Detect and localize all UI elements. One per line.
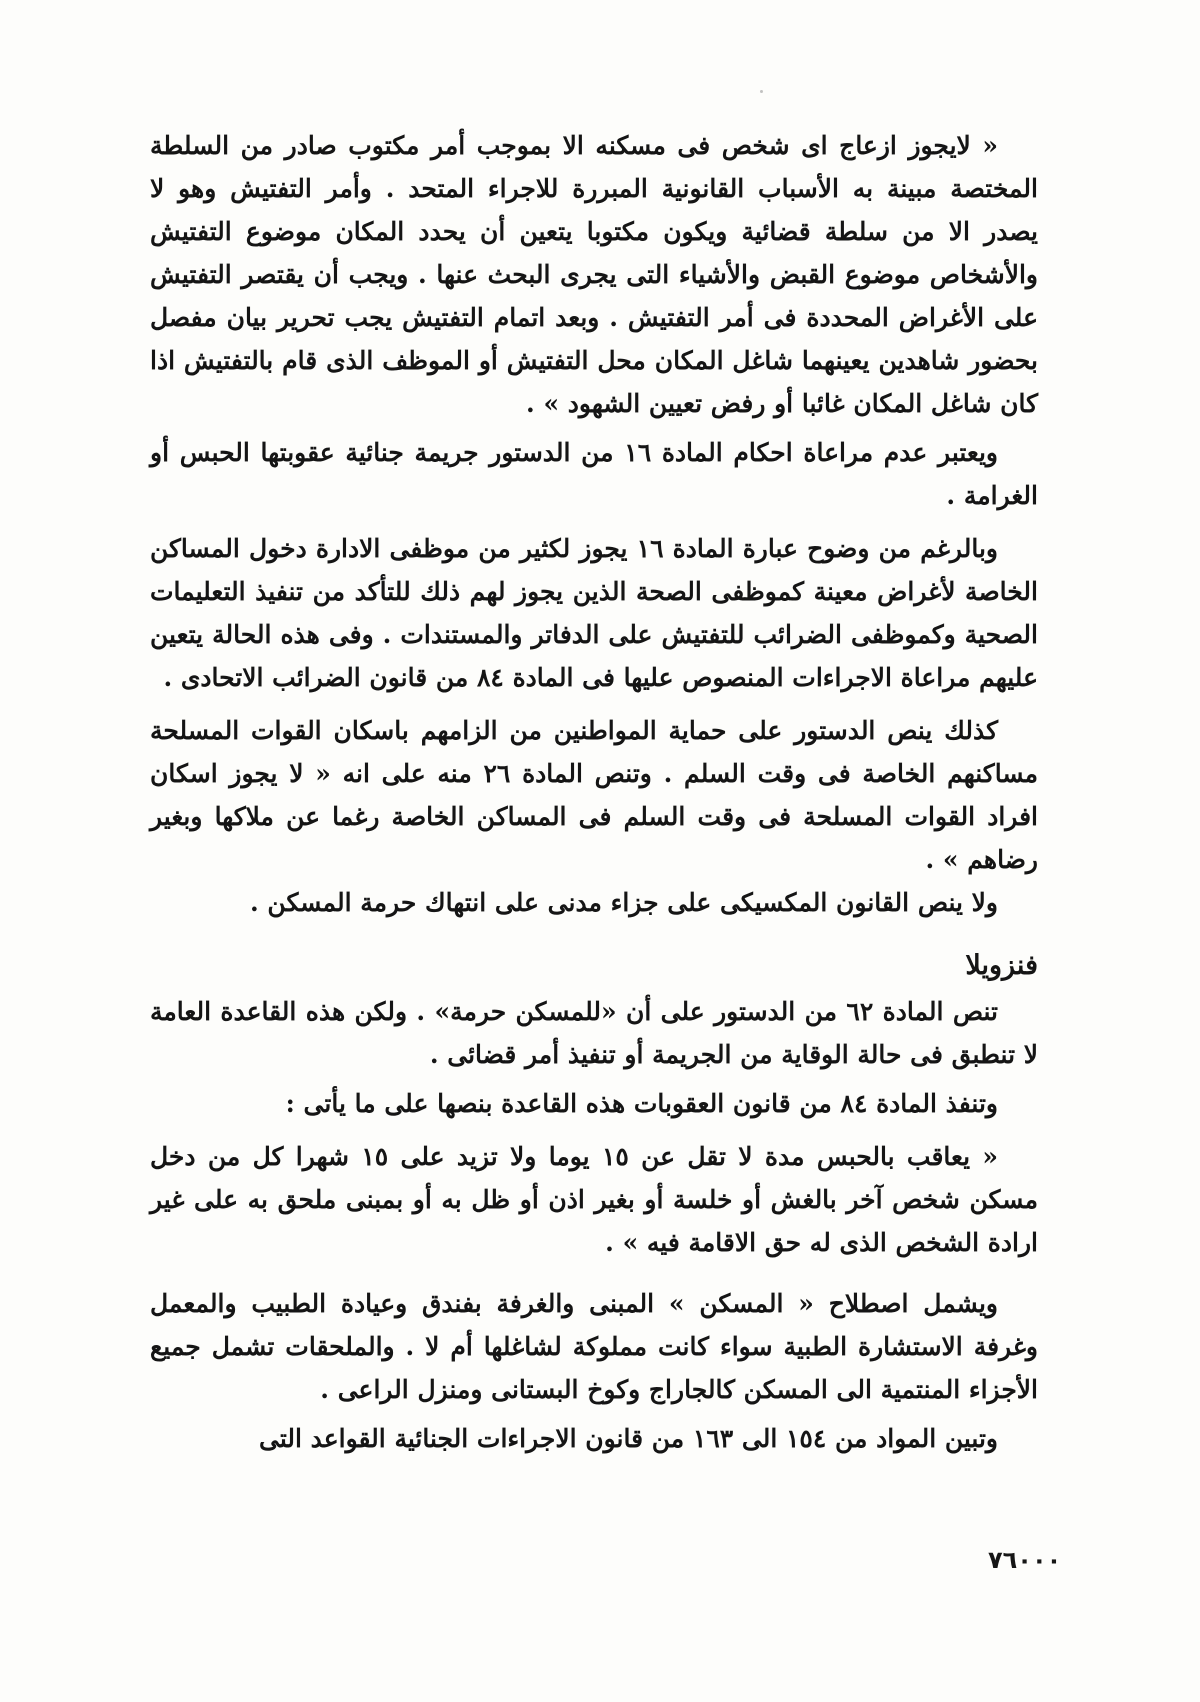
quote-paragraph-article-84: « يعاقب بالحبس مدة لا تقل عن ١٥ يوما ولا تزيد على ١٥ شهرا كل من دخل مسكن شخص آخر بالغش أو خلسة أو بغير اذن أو ظل به أو بمبنى ملحق به على غير ارادة الشخص الذى له حق الاقامة فيه » . bbox=[150, 1142, 1038, 1257]
paragraph-officials-entry: وبالرغم من وضوح عبارة المادة ١٦ يجوز لكثير من موظفى الادارة دخول المساكن الخاصة لأغراض معينة كموظفى الصحة الذين يجوز لهم ذلك للتأكد من تنفيذ التعليمات الصحية وكموظفى الضرائب للتفتيش على الدفاتر والمستندات . وفى هذه الحالة يتعين عليهم مراعاة الاجراءات المنصوص عليها فى المادة ٨٤ من قانون الضرائب الاتحادى . bbox=[150, 534, 1038, 692]
paragraph-article-84-intro: وتنفذ المادة ٨٤ من قانون العقوبات هذه القاعدة بنصها على ما يأتى : bbox=[285, 1089, 998, 1118]
paragraph-mexico-civil-penalty: ولا ينص القانون المكسيكى على جزاء مدنى على انتهاك حرمة المسكن . bbox=[250, 888, 998, 917]
paragraph-dwelling-definition: ويشمل اصطلاح « المسكن » المبنى والغرفة بفندق وعيادة الطبيب والمعمل وغرفة الاستشارة الطبية سواء كانت مملوكة لشاغلها أم لا . والملحقات تشمل جميع الأجزاء المنتمية الى المسكن كالجاراج وكوخ البستانى ومنزل الراعى . bbox=[150, 1289, 1038, 1404]
paragraph-article-16-penalty: ويعتبر عدم مراعاة احكام المادة ١٦ من الدستور جريمة جنائية عقوبتها الحبس أو الغرامة . bbox=[150, 438, 1038, 510]
section-heading-venezuela: فنزويلا bbox=[965, 950, 1038, 981]
quote-paragraph-search-order: « لايجوز ازعاج اى شخص فى مسكنه الا بموجب أمر مكتوب صادر من السلطة المختصة مبينة به الأسباب القانونية المبررة للاجراء المتحد . وأمر التفتيش وهو لا يصدر الا من سلطة قضائية ويكون مكتوبا يتعين أن يحدد المكان موضوع التفتيش والأشخاص موضوع القبض والأشياء التى يجرى البحث عنها . ويجب أن يقتصر التفتيش على الأغراض المحددة فى أمر التفتيش . وبعد اتمام التفتيش يجب تحرير بيان مفصل بحضور شاهدين يعينهما شاغل المكان محل التفتيش أو الموظف الذى قام بالتفتيش اذا كان شاغل المكان غائبا أو رفض تعيين الشهود » . bbox=[150, 131, 1038, 418]
page-body bbox=[150, 124, 1038, 1460]
scan-speck bbox=[760, 90, 763, 93]
paragraph-articles-154-163: وتبين المواد من ١٥٤ الى ١٦٣ من قانون الاجراءات الجنائية القواعد التى bbox=[258, 1424, 998, 1453]
paragraph-article-62: تنص المادة ٦٢ من الدستور على أن «للمسكن حرمة» . ولكن هذه القاعدة العامة لا تنطبق فى حالة الوقاية من الجريمة أو تنفيذ أمر قضائى . bbox=[150, 997, 1038, 1069]
paragraph-armed-forces-quartering: كذلك ينص الدستور على حماية المواطنين من الزامهم باسكان القوات المسلحة مساكنهم الخاصة فى وقت السلم . وتنص المادة ٢٦ منه على انه « لا يجوز اسكان افراد القوات المسلحة فى وقت السلم فى المساكن الخاصة رغما عن ملاكها وبغير رضاهم » . bbox=[150, 716, 1039, 874]
page-number: ٧٦٠٠٠ bbox=[988, 1546, 1062, 1574]
